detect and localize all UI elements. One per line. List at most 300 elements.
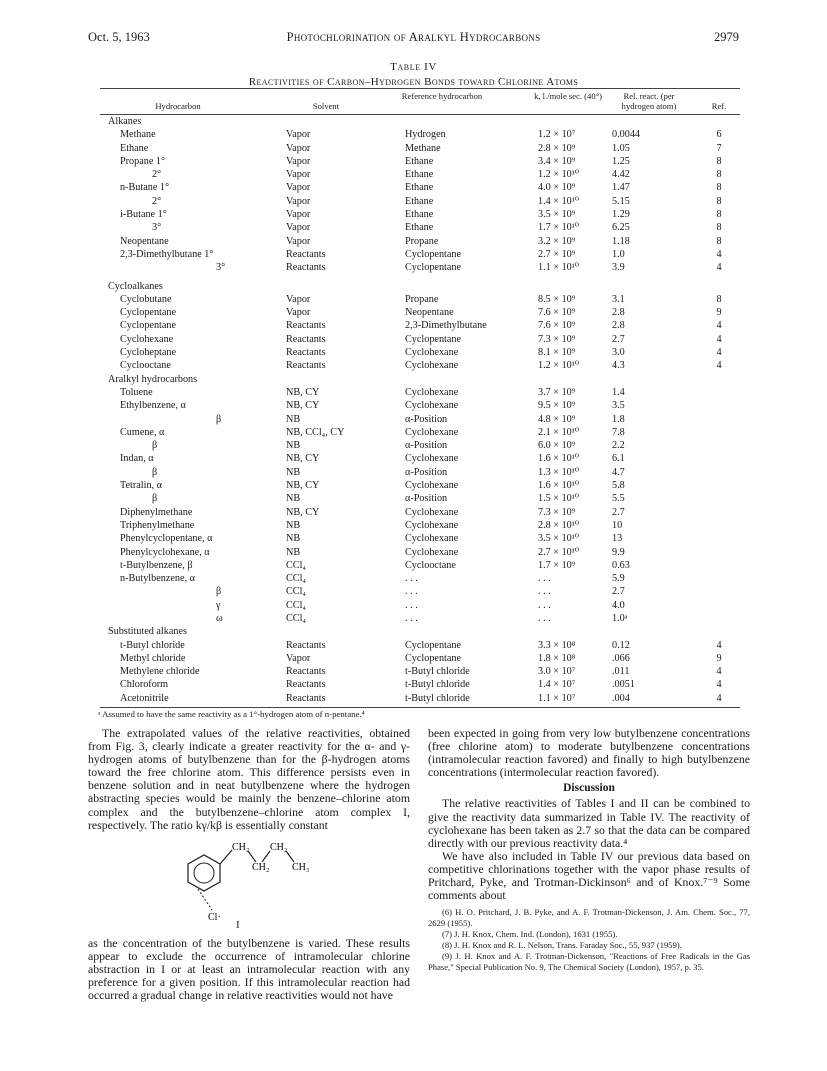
cell-reference: Cyclohexane (405, 519, 459, 531)
ch2-label-a: CH₂ (232, 841, 250, 853)
table-row (100, 195, 740, 208)
cell-rate-constant: 7.6 × 10⁹ (538, 320, 576, 332)
cell-rate-constant: 2.7 × 10⁹ (538, 248, 576, 260)
cell-rel-reactivity: 5.15 (612, 195, 630, 207)
cell-rate-constant: 4.0 × 10⁹ (538, 182, 576, 194)
cell-hydrocarbon: n-Butane 1° (120, 182, 170, 194)
table-number: Table IV (390, 61, 437, 73)
cell-hydrocarbon: 2° (152, 195, 162, 207)
cell-rate-constant: 3.2 × 10⁹ (538, 235, 576, 247)
cell-ref: 8 (716, 195, 722, 207)
cell-solvent: Vapor (286, 142, 311, 154)
cell-reference: Methane (405, 142, 441, 154)
cell-reference: Cyclopentane (405, 248, 462, 260)
cell-reference: . . . (405, 573, 418, 585)
cell-reference: Cyclohexane (405, 533, 459, 545)
cell-hydrocarbon: Methane (120, 129, 156, 141)
cell-rate-constant: 7.3 × 10⁹ (538, 333, 576, 345)
cell-hydrocarbon: Neopentane (120, 235, 169, 247)
cell-solvent: NB (286, 413, 301, 425)
cell-solvent: NB (286, 440, 301, 452)
table-top-rule (100, 88, 740, 89)
cell-ref: 4 (716, 360, 722, 372)
structure-label: I (236, 918, 240, 931)
cell-rel-reactivity: 3.9 (612, 262, 625, 274)
cell-hydrocarbon: β (152, 493, 158, 505)
cell-rate-constant: 3.4 × 10⁹ (538, 155, 576, 167)
ch2-label-c: CH₂ (252, 861, 270, 873)
cell-reference: . . . (405, 612, 418, 624)
cell-ref: 4 (716, 347, 722, 359)
right-paragraph-3: We have also included in Table IV our previous data based on competitive chlorinations together with the vapor phase results of Pritchard, Pyke, and Trotman-Dickinson⁶ and of Knox.⁷⁻⁹ Some comments about (428, 848, 750, 903)
cell-solvent: NB, CY (286, 386, 320, 398)
page-number: 2979 (714, 30, 739, 44)
cell-reference: α-Position (405, 493, 448, 505)
cell-ref: 8 (716, 209, 722, 221)
cell-rel-reactivity: 2.8 (612, 307, 625, 319)
cell-reference: Ethane (405, 195, 434, 207)
cell-rate-constant: 1.5 × 10¹⁰ (538, 493, 579, 505)
cell-hydrocarbon: 2,3-Dimethylbutane 1° (120, 248, 214, 260)
cell-ref: 8 (716, 222, 722, 234)
cell-reference: Propane (405, 235, 439, 247)
cell-ref: 4 (716, 262, 722, 274)
table-row (100, 639, 740, 652)
cell-reference: α-Position (405, 413, 448, 425)
table-row (100, 546, 740, 559)
cell-hydrocarbon: β (216, 586, 222, 598)
col-header-rel: Rel. react. (per hydrogen atom) (621, 91, 677, 111)
table-row (100, 585, 740, 598)
cell-reference: Neopentane (405, 307, 454, 319)
cell-solvent: Reactants (286, 320, 326, 332)
cell-hydrocarbon: Phenylcyclopentane, α (120, 533, 213, 545)
cell-rate-constant: 2.8 × 10¹⁰ (538, 519, 579, 531)
cell-hydrocarbon: β (216, 413, 222, 425)
cell-ref: 4 (716, 320, 722, 332)
cell-rate-constant: . . . (538, 586, 551, 598)
table-row (100, 399, 740, 412)
cell-reference: Cyclopentane (405, 262, 462, 274)
cell-reference: Ethane (405, 155, 434, 167)
cell-rel-reactivity: 3.5 (612, 400, 625, 412)
cell-hydrocarbon: Cumene, α (120, 426, 165, 438)
cell-ref: 4 (716, 666, 722, 678)
cell-rel-reactivity: 13 (612, 533, 623, 545)
cell-rate-constant: 1.2 × 10¹⁰ (538, 360, 579, 372)
cell-hydrocarbon: 2° (152, 169, 162, 181)
table-group-heading (100, 373, 740, 386)
cell-reference: Cyclohexane (405, 453, 459, 465)
cell-rate-constant: 1.7 × 10¹⁰ (538, 222, 579, 234)
cell-hydrocarbon: Cyclohexane (120, 333, 174, 345)
cell-reference: Ethane (405, 182, 434, 194)
cell-rel-reactivity: 2.2 (612, 440, 625, 452)
cell-hydrocarbon: Methyl chloride (120, 652, 186, 664)
cell-hydrocarbon: Cyclopentane (120, 307, 177, 319)
cell-hydrocarbon: Acetonitrile (120, 692, 169, 704)
cell-solvent: NB, CY (286, 400, 320, 412)
col-header-k: k, l./mole sec. (40°) (534, 91, 602, 101)
cell-hydrocarbon: Ethane (120, 142, 149, 154)
cell-reference: Cyclooctane (405, 559, 456, 571)
cell-rate-constant: 1.2 × 10¹⁰ (538, 169, 579, 181)
cell-rate-constant: 1.1 × 10⁷ (538, 692, 576, 704)
cell-reference: Cyclopentane (405, 333, 462, 345)
table-row (100, 359, 740, 372)
cell-hydrocarbon: Cycloalkanes (108, 280, 163, 292)
cell-rate-constant: 1.2 × 10⁷ (538, 129, 576, 141)
cell-rate-constant: 1.8 × 10⁸ (538, 652, 576, 664)
ch2-label-b: CH₂ (270, 841, 288, 853)
cell-ref: 8 (716, 182, 722, 194)
cell-rel-reactivity: 2.7 (612, 586, 625, 598)
table-title: Reactivities of Carbon–Hydrogen Bonds toward Chlorine Atoms (248, 76, 579, 88)
cell-solvent: Vapor (286, 652, 311, 664)
cell-rel-reactivity: 5.5 (612, 493, 625, 505)
table-row (100, 235, 740, 248)
cell-rel-reactivity: 1.25 (612, 155, 630, 167)
table-row (100, 181, 740, 194)
cell-rel-reactivity: 1.0 (612, 248, 625, 260)
cell-ref: 8 (716, 235, 722, 247)
running-header (88, 30, 739, 48)
cell-rel-reactivity: 4.42 (612, 169, 630, 181)
cell-rate-constant: 3.5 × 10¹⁰ (538, 533, 579, 545)
cell-reference: t-Butyl chloride (405, 666, 470, 678)
cell-rate-constant: 4.8 × 10⁹ (538, 413, 576, 425)
cell-rate-constant: . . . (538, 573, 551, 585)
left-paragraph-2: as the concentration of the butylbenzene is varied. These results appear to exclude the occurrence of intramolecular chlorine abstraction in I or at least an intramolecular reaction with any preference for a given position. If this intramolecular reaction had occurred a gradual change in relative reactivities would not have (88, 935, 410, 1003)
cell-reference: Hydrogen (405, 129, 446, 141)
cell-reference: Ethane (405, 169, 434, 181)
cell-solvent: NB (286, 466, 301, 478)
cell-rate-constant: 1.7 × 10⁹ (538, 559, 576, 571)
cell-rate-constant: 9.5 × 10⁹ (538, 400, 576, 412)
cell-solvent: Vapor (286, 169, 311, 181)
cell-rate-constant: 1.4 × 10⁷ (538, 679, 576, 691)
cell-hydrocarbon: Substituted alkanes (108, 626, 187, 638)
cell-solvent: Reactants (286, 679, 326, 691)
cell-solvent: Vapor (286, 155, 311, 167)
cell-rate-constant: 8.1 × 10⁹ (538, 347, 576, 359)
table-row (100, 142, 740, 155)
cell-hydrocarbon: Tetralin, α (120, 480, 162, 492)
cell-rel-reactivity: 1.18 (612, 235, 630, 247)
cell-rate-constant: 1.1 × 10¹⁰ (538, 262, 579, 274)
cell-solvent: Vapor (286, 222, 311, 234)
table-row (100, 678, 740, 691)
cell-rate-constant: 3.3 × 10⁸ (538, 639, 576, 651)
table-row (100, 128, 740, 141)
cell-hydrocarbon: Diphenylmethane (120, 506, 193, 518)
cell-ref: 4 (716, 679, 722, 691)
col-header-solvent: Solvent (312, 101, 340, 111)
cell-rel-reactivity: 2.7 (612, 506, 625, 518)
cell-hydrocarbon: Ethylbenzene, α (120, 400, 186, 412)
cell-hydrocarbon: t-Butyl chloride (120, 639, 185, 651)
reference-9: (9) J. H. Knox and A. F. Trotman-Dickenson, "Reactions of Free Radicals in the Gas Phase," Special Publication No. 9, The Chemical Society (London), 1957, p. 35. (428, 950, 750, 972)
cell-rel-reactivity: 0.0044 (612, 129, 641, 141)
cell-ref: 6 (716, 129, 722, 141)
cell-ref: 4 (716, 639, 722, 651)
cell-solvent: Reactants (286, 248, 326, 260)
cell-reference: α-Position (405, 466, 448, 478)
cell-rel-reactivity: 10 (612, 519, 623, 531)
cell-solvent: NB, CY (286, 453, 320, 465)
cell-hydrocarbon: 3° (216, 262, 226, 274)
cell-reference: t-Butyl chloride (405, 692, 470, 704)
header-date: Oct. 5, 1963 (88, 30, 150, 44)
cell-solvent: Vapor (286, 235, 311, 247)
table-row (100, 506, 740, 519)
table-header-row (100, 90, 740, 115)
cell-rel-reactivity: .0051 (612, 679, 635, 691)
cell-reference: Cyclohexane (405, 386, 459, 398)
cell-rate-constant: . . . (538, 599, 551, 611)
cell-hydrocarbon: γ (216, 599, 221, 611)
cell-rel-reactivity: .004 (612, 692, 630, 704)
chlorine-atom-label: Cl· (208, 911, 221, 923)
cell-solvent: Reactants (286, 262, 326, 274)
table-body (100, 115, 740, 705)
cell-reference: Cyclopentane (405, 639, 462, 651)
cell-solvent: Reactants (286, 692, 326, 704)
table-row (100, 466, 740, 479)
cell-solvent: CCl₄ (286, 586, 306, 598)
cell-rel-reactivity: 7.8 (612, 426, 625, 438)
cell-rel-reactivity: 0.63 (612, 559, 630, 571)
table-row (100, 652, 740, 665)
cell-rate-constant: 1.3 × 10¹⁰ (538, 466, 579, 478)
cell-rel-reactivity: 4.0 (612, 599, 625, 611)
cell-solvent: Vapor (286, 307, 311, 319)
cell-rel-reactivity: 4.3 (612, 360, 625, 372)
cell-rel-reactivity: 2.8 (612, 320, 625, 332)
table-row (100, 413, 740, 426)
cell-hydrocarbon: n-Butylbenzene, α (120, 573, 195, 585)
table-row (100, 519, 740, 532)
cell-solvent: CCl₄ (286, 612, 306, 624)
cell-hydrocarbon: Cyclobutane (120, 293, 172, 305)
cell-hydrocarbon: β (152, 440, 158, 452)
cell-solvent: CCl₄ (286, 599, 306, 611)
table-group-heading (100, 280, 740, 293)
references (428, 907, 750, 972)
cell-solvent: Reactants (286, 333, 326, 345)
cell-rel-reactivity: 5.8 (612, 480, 625, 492)
cell-hydrocarbon: Triphenylmethane (120, 519, 195, 531)
reactivity-table (100, 90, 740, 720)
cell-hydrocarbon: Propane 1° (120, 155, 166, 167)
table-row (100, 333, 740, 346)
cell-hydrocarbon: Cycloheptane (120, 347, 177, 359)
cell-reference: Cyclohexane (405, 480, 459, 492)
cell-ref: 7 (716, 142, 722, 154)
cell-rel-reactivity: 1.8 (612, 413, 625, 425)
cell-rel-reactivity: 1.47 (612, 182, 630, 194)
cell-rel-reactivity: 1.05 (612, 142, 630, 154)
cell-reference: . . . (405, 586, 418, 598)
cell-rate-constant: . . . (538, 612, 551, 624)
cell-solvent: Vapor (286, 182, 311, 194)
cell-ref: 4 (716, 692, 722, 704)
cell-rate-constant: 7.6 × 10⁹ (538, 307, 576, 319)
table-row (100, 426, 740, 439)
table-row (100, 386, 740, 399)
cell-ref: 9 (716, 652, 722, 664)
cell-solvent: Vapor (286, 209, 311, 221)
table-row (100, 293, 740, 306)
reference-8: (8) J. H. Knox and R. L. Nelson, Trans. Faraday Soc., 55, 937 (1959). (442, 939, 682, 950)
cell-solvent: Reactants (286, 347, 326, 359)
section-heading: Discussion (563, 782, 615, 795)
table-row (100, 479, 740, 492)
cell-rate-constant: 8.5 × 10⁹ (538, 293, 576, 305)
cell-solvent: NB, CCl₄, CY (286, 426, 345, 438)
cell-rel-reactivity: 4.7 (612, 466, 625, 478)
cell-hydrocarbon: Cyclooctane (120, 360, 171, 372)
table-row (100, 572, 740, 585)
cell-hydrocarbon: i-Butane 1° (120, 209, 167, 221)
cell-solvent: Vapor (286, 195, 311, 207)
cell-reference: Cyclopentane (405, 652, 462, 664)
cell-rate-constant: 1.6 × 10¹⁰ (538, 453, 579, 465)
cell-rel-reactivity: 6.25 (612, 222, 630, 234)
cell-solvent: NB (286, 546, 301, 558)
table-row (100, 692, 740, 705)
cell-solvent: NB (286, 533, 301, 545)
cell-solvent: Vapor (286, 129, 311, 141)
cell-ref: 4 (716, 333, 722, 345)
cell-hydrocarbon: Cyclopentane (120, 320, 177, 332)
cell-rel-reactivity: 0.12 (612, 639, 630, 651)
cell-reference: t-Butyl chloride (405, 679, 470, 691)
col-header-reference: Reference hydrocarbon (401, 91, 483, 101)
cell-reference: Ethane (405, 222, 434, 234)
table-group-heading (100, 115, 740, 128)
cell-solvent: NB (286, 519, 301, 531)
table-footnote: ᵃ Assumed to have the same reactivity as a 1°-hydrogen atom of n-pentane.⁴ (98, 709, 365, 720)
cell-solvent: Vapor (286, 293, 311, 305)
cell-rate-constant: 2.8 × 10⁹ (538, 142, 576, 154)
col-header-ref: Ref. (711, 101, 727, 111)
cell-solvent: NB, CY (286, 506, 320, 518)
cell-rel-reactivity: 9.9 (612, 546, 625, 558)
table-group-heading (100, 625, 740, 638)
cell-solvent: NB (286, 493, 301, 505)
header-title: Photochlorination of Aralkyl Hydrocarbons (286, 30, 541, 44)
table-row (100, 248, 740, 261)
table-row (100, 319, 740, 332)
cell-hydrocarbon: Indan, α (120, 453, 154, 465)
cell-ref: 8 (716, 293, 722, 305)
cell-rate-constant: 3.0 × 10⁷ (538, 666, 576, 678)
right-paragraph-1: been expected in going from very low butylbenzene concentrations (free chlorine atom) to moderate butylbenzene concentrations (intramolecular reaction favored) and finally to high butylbenzene concentrations (intermolecular reaction favored). (428, 726, 750, 780)
cell-rel-reactivity: 1.29 (612, 209, 630, 221)
cell-rate-constant: 7.3 × 10⁹ (538, 506, 576, 518)
cell-hydrocarbon: Toluene (120, 386, 153, 398)
cell-reference: Cyclohexane (405, 426, 459, 438)
table-row (100, 306, 740, 319)
col-header-hydrocarbon: Hydrocarbon (155, 101, 201, 111)
cell-ref: 9 (716, 307, 722, 319)
cell-rel-reactivity: 6.1 (612, 453, 625, 465)
table-row (100, 168, 740, 181)
cell-rate-constant: 2.7 × 10¹⁰ (538, 546, 579, 558)
cell-reference: 2,3-Dimethylbutane (405, 320, 487, 332)
cell-rel-reactivity: .066 (612, 652, 630, 664)
cell-reference: Cyclohexane (405, 360, 459, 372)
table-row (100, 221, 740, 234)
left-column (88, 727, 410, 1002)
cell-rel-reactivity: 5.9 (612, 573, 625, 585)
table-row (100, 532, 740, 545)
cell-rate-constant: 2.1 × 10¹⁰ (538, 426, 579, 438)
cell-rel-reactivity: 3.0 (612, 347, 625, 359)
cell-rel-reactivity: 2.7 (612, 333, 625, 345)
cell-reference: Cyclohexane (405, 506, 459, 518)
table-row (100, 261, 740, 274)
cell-solvent: CCl₄ (286, 559, 306, 571)
cell-hydrocarbon: Methylene chloride (120, 666, 200, 678)
cell-hydrocarbon: Alkanes (108, 116, 142, 127)
right-paragraph-2: The relative reactivities of Tables I and II can be combined to give the reactivity data summarized in Table IV. The reactivity of cyclohexane has been taken as 2.7 so that the data can be compared directly with our previous reactivity data.⁴ (428, 796, 750, 850)
reference-7: (7) J. H. Knox, Chem. Ind. (London), 1631 (1955). (442, 929, 618, 940)
cell-solvent: NB, CY (286, 480, 320, 492)
cell-solvent: CCl₄ (286, 573, 306, 585)
cell-reference: Propane (405, 293, 439, 305)
cell-reference: Cyclohexane (405, 546, 459, 558)
cell-rate-constant: 3.5 × 10⁹ (538, 209, 576, 221)
cell-ref: 8 (716, 169, 722, 181)
cell-reference: Cyclohexane (405, 347, 459, 359)
cell-hydrocarbon: Phenylcyclohexane, α (120, 546, 210, 558)
table-row (100, 346, 740, 359)
table-row (100, 155, 740, 168)
butylbenzene-complex-structure (168, 834, 328, 934)
cell-hydrocarbon: Chloroform (120, 679, 169, 691)
cell-rate-constant: 1.4 × 10¹⁰ (538, 195, 579, 207)
table-row (100, 559, 740, 572)
table-row (100, 439, 740, 452)
table-row (100, 612, 740, 625)
cell-rel-reactivity: 1.4 (612, 386, 625, 398)
table-row (100, 599, 740, 612)
table-row (100, 665, 740, 678)
cell-ref: 4 (716, 248, 722, 260)
cell-solvent: Reactants (286, 360, 326, 372)
cell-reference: α-Position (405, 440, 448, 452)
cell-rate-constant: 3.7 × 10⁹ (538, 386, 576, 398)
cell-ref: 8 (716, 155, 722, 167)
ch3-label: CH₃ (292, 861, 310, 873)
cell-rate-constant: 6.0 × 10⁹ (538, 440, 576, 452)
cell-reference: Ethane (405, 209, 434, 221)
cell-rate-constant: 1.6 × 10¹⁰ (538, 480, 579, 492)
cell-hydrocarbon: Aralkyl hydrocarbons (108, 373, 198, 385)
cell-solvent: Reactants (286, 666, 326, 678)
cell-solvent: Reactants (286, 639, 326, 651)
cell-rel-reactivity: .011 (612, 666, 630, 678)
cell-reference: Cyclohexane (405, 400, 459, 412)
cell-hydrocarbon: 3° (152, 222, 162, 234)
structure-I (88, 832, 410, 937)
cell-reference: . . . (405, 599, 418, 611)
table-row (100, 492, 740, 505)
cell-hydrocarbon: t-Butylbenzene, β (120, 559, 193, 571)
cell-hydrocarbon: ω (216, 612, 223, 624)
